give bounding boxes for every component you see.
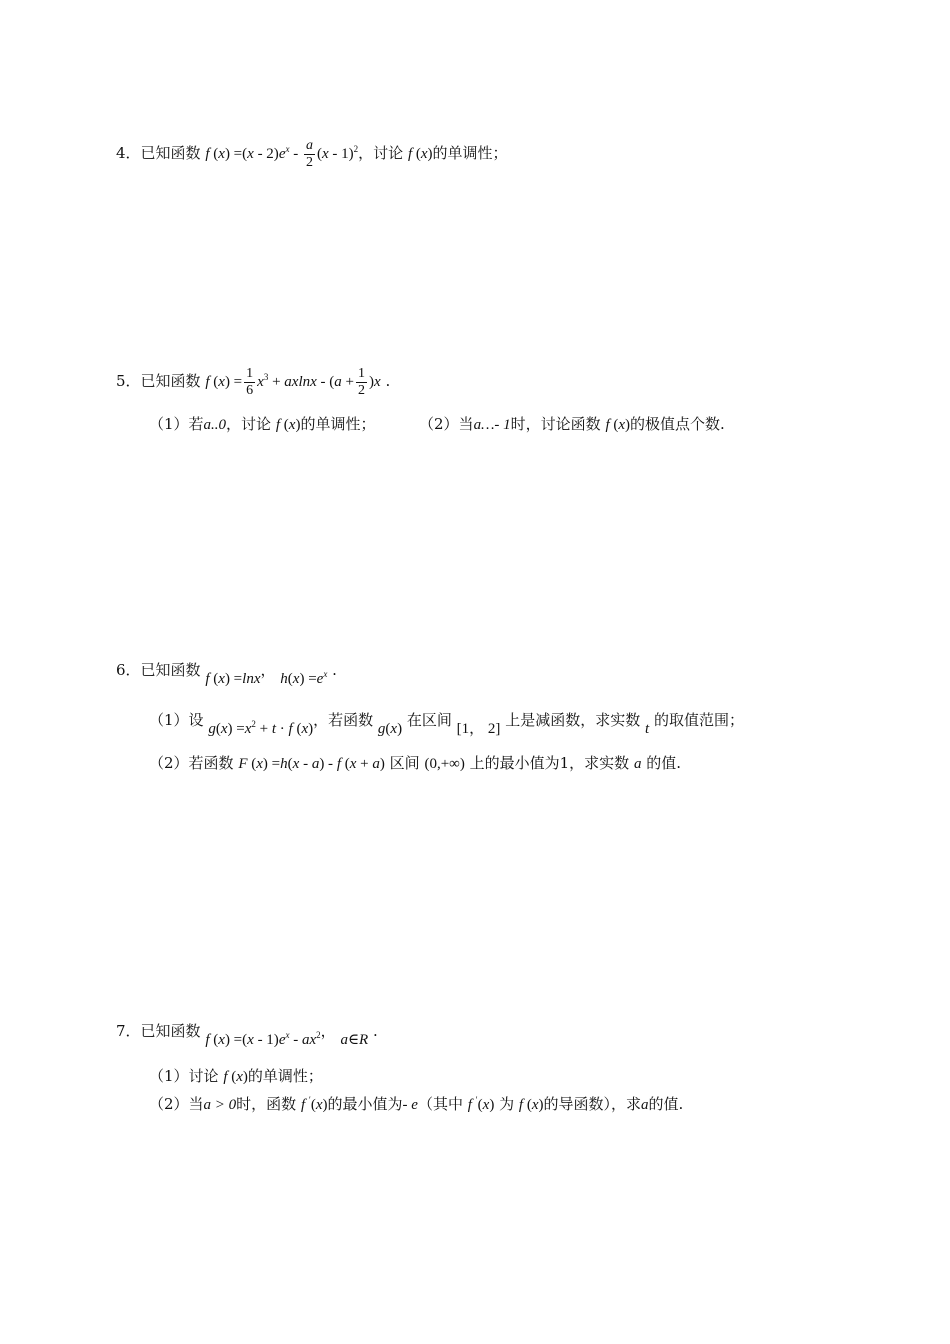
stem-suffix: . bbox=[373, 1022, 378, 1040]
stem-suffix: . bbox=[385, 371, 391, 390]
variable-a: a bbox=[641, 1097, 649, 1113]
part-2-text: 时，讨论函数 bbox=[510, 415, 601, 433]
function-ref: f (x) bbox=[275, 417, 301, 433]
interval: (0,+∞) bbox=[424, 756, 465, 772]
part-2-text-a: 区间 bbox=[389, 754, 420, 772]
part-2-text-b: 的最小值为 bbox=[327, 1095, 403, 1113]
interval: [1， 2] bbox=[456, 721, 501, 737]
function-formula: f $(x) =(x - 1)e^x - ax^2$ bbox=[205, 1030, 321, 1048]
problem-number: 4． bbox=[116, 143, 141, 162]
part-1-text-d: 的取值范围； bbox=[653, 711, 744, 729]
function-f: f (x) =lnx bbox=[205, 671, 261, 687]
part-1-text-b: 的单调性； bbox=[300, 415, 376, 433]
function-formula: f $(x) =(x - 2)e^x$ - $\frac{a}{2}$ (x - 1)$^2$ bbox=[205, 138, 359, 170]
part-1-text: ，讨论 bbox=[226, 415, 272, 433]
part-1-condition: a..0 bbox=[203, 417, 227, 433]
problem-5-parts bbox=[149, 414, 725, 435]
stem-prefix: 已知函数 bbox=[140, 1022, 201, 1040]
problem-5-stem bbox=[116, 366, 390, 399]
function-ref: f (x) bbox=[223, 1069, 248, 1085]
problem-7-part-2 bbox=[149, 1090, 683, 1115]
function-formula: f (x) = $\frac{1}{6}$ $x^3 + axlnx - (a$ + $\frac{1}{2}$ )x bbox=[205, 366, 381, 398]
part-1-text-c: 上是减函数，求实数 bbox=[505, 711, 641, 729]
condition: a∈R bbox=[340, 1032, 369, 1048]
part-1-text-a: ，若函数 bbox=[313, 711, 374, 729]
problem-6-part-2 bbox=[149, 753, 681, 774]
problem-number: 5． bbox=[116, 371, 141, 390]
part-2-text-c: （其中 bbox=[417, 1095, 463, 1113]
problem-7-stem bbox=[116, 1017, 378, 1048]
stem-suffix: . bbox=[332, 661, 337, 679]
problem-number: 7． bbox=[116, 1022, 141, 1040]
part-2-text-d: 为 bbox=[499, 1095, 515, 1113]
stem-prefix: 已知函数 bbox=[140, 143, 201, 162]
part-2-text-a: 时，函数 bbox=[236, 1095, 297, 1113]
min-value: - e bbox=[402, 1097, 418, 1113]
part-2-text-b: 的极值点个数. bbox=[630, 415, 725, 433]
derivative-ref: f ′(x) bbox=[467, 1095, 495, 1113]
function-g: $g(x) =x^2 + t \cdot f$ (x) bbox=[208, 719, 314, 737]
problem-6-part-1 bbox=[149, 706, 744, 737]
part-2-text-b: 上的最小值为1，求实数 bbox=[469, 754, 630, 772]
part-2-label: （2）当 bbox=[419, 415, 474, 433]
function-ref: f (x) bbox=[407, 145, 433, 162]
part-1-text-b: 在区间 bbox=[406, 711, 452, 729]
function-F: F (x) =h(x - a) - f (x + a) bbox=[238, 756, 385, 772]
problem-number: 6． bbox=[116, 661, 141, 679]
stem-sep: ， bbox=[320, 1022, 336, 1040]
part-2-text-c: 的值. bbox=[646, 754, 682, 772]
stem-prefix: 已知函数 bbox=[140, 661, 201, 679]
stem-mid: ，讨论 bbox=[358, 143, 404, 162]
stem-prefix: 已知函数 bbox=[140, 371, 201, 390]
stem-sep: ， bbox=[260, 661, 276, 679]
part-2-label: （2）若函数 bbox=[149, 754, 234, 772]
part-2-text-e: 的导函数），求 bbox=[543, 1095, 641, 1113]
stem-suffix: 的单调性； bbox=[432, 143, 508, 162]
problem-4-stem bbox=[116, 138, 508, 171]
problem-7-part-1 bbox=[149, 1066, 323, 1087]
variable-a: a bbox=[633, 756, 642, 772]
condition: a > 0 bbox=[203, 1097, 237, 1113]
part-1-label: （1）讨论 bbox=[149, 1067, 219, 1085]
part-2-text-f: 的值. bbox=[648, 1095, 684, 1113]
part-2-label: （2）当 bbox=[149, 1095, 204, 1113]
function-ref: f (x) bbox=[605, 417, 631, 433]
problem-6-stem bbox=[116, 656, 337, 687]
part-1-label: （1）若 bbox=[149, 415, 204, 433]
function-h: $h(x) =e^x$ bbox=[280, 669, 328, 687]
variable-t: t bbox=[645, 721, 650, 737]
part-1-label: （1）设 bbox=[149, 711, 204, 729]
function-ref: g(x) bbox=[377, 721, 403, 737]
part-1-text: 的单调性； bbox=[247, 1067, 323, 1085]
derivative-ref: f ′(x) bbox=[300, 1095, 328, 1113]
function-ref: f (x) bbox=[518, 1097, 544, 1113]
part-2-condition: a…- 1 bbox=[473, 417, 511, 433]
